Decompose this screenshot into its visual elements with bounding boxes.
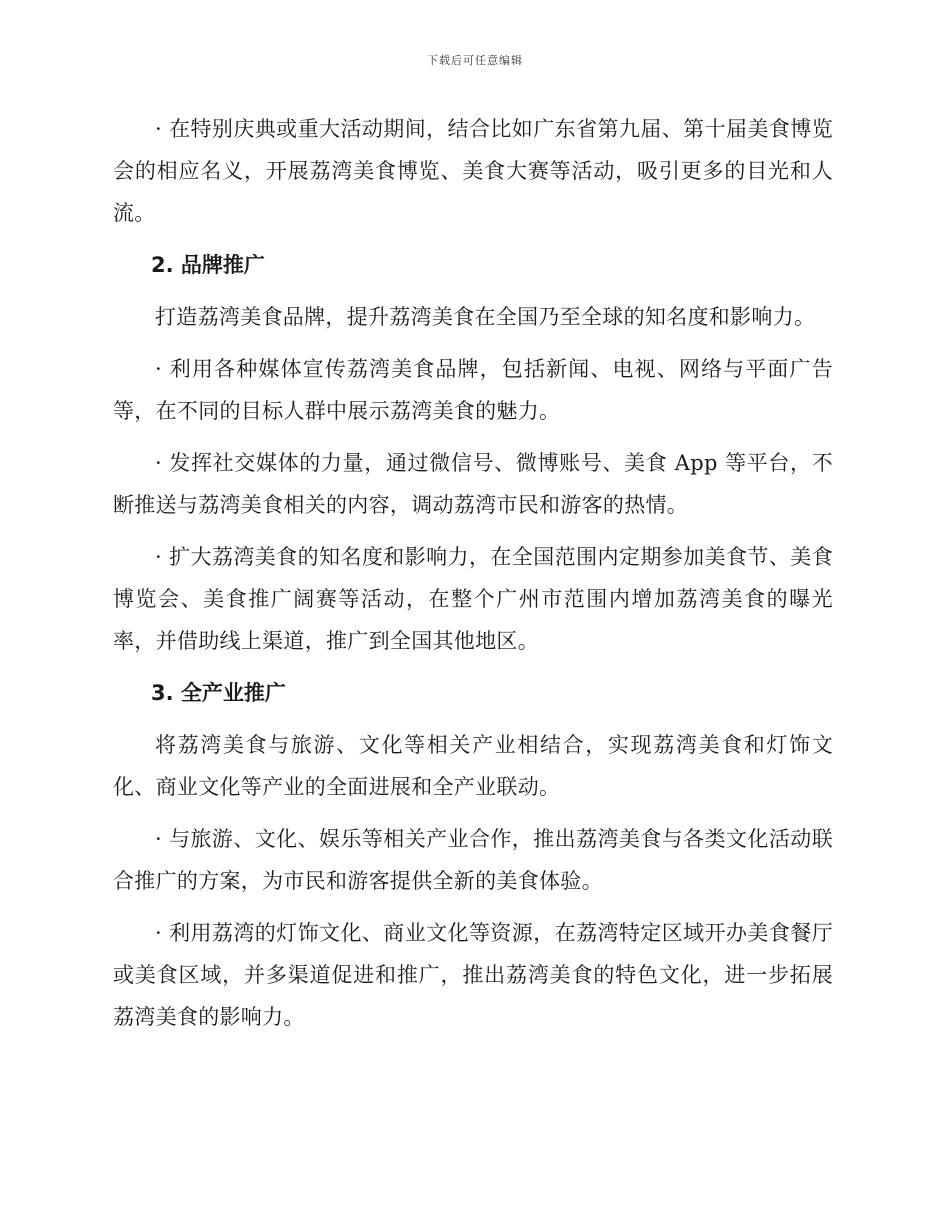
bullet-paragraph-social-media: · 发挥社交媒体的力量，通过微信号、微博账号、美食 App 等平台，不断推送与荔湾美食相关的内容，调动荔湾市民和游客的热情。	[113, 451, 833, 517]
bullet-paragraph-cooperation: · 与旅游、文化、娱乐等相关产业合作，推出荔湾美食与各类文化活动联合推广的方案，为市民和游客提供全新的美食体验。	[113, 827, 833, 893]
section-heading-industry-promotion: 3. 全产业推广	[151, 681, 286, 705]
document-body	[113, 108, 833, 1048]
bullet-paragraph-culture-resources: · 利用荔湾的灯饰文化、商业文化等资源，在荔湾特定区域开办美食餐厅或美食区域，并多渠道促进和推广，推出荔湾美食的特色文化，进一步拓展荔湾美食的影响力。	[113, 921, 833, 1029]
section-heading-brand-promotion: 2. 品牌推广	[151, 253, 265, 277]
paragraph-brand-intro: 打造荔湾美食品牌，提升荔湾美食在全国乃至全球的知名度和影响力。	[155, 305, 816, 329]
page-header: 下载后可任意编辑	[427, 54, 523, 67]
bullet-paragraph-media: · 利用各种媒体宣传荔湾美食品牌，包括新闻、电视、网络与平面广告等，在不同的目标人群中展示荔湾美食的魅力。	[113, 357, 833, 423]
paragraph-industry-intro: 将荔湾美食与旅游、文化等相关产业相结合，实现荔湾美食和灯饰文化、商业文化等产业的全面进展和全产业联动。	[113, 733, 833, 799]
bullet-paragraph-exposure: · 扩大荔湾美食的知名度和影响力，在全国范围内定期参加美食节、美食博览会、美食推广阔赛等活动，在整个广州市范围内增加荔湾美食的曝光率，并借助线上渠道，推广到全国其他地区。	[113, 545, 833, 653]
bullet-paragraph-expo: · 在特别庆典或重大活动期间，结合比如广东省第九届、第十届美食博览会的相应名义，开展荔湾美食博览、美食大赛等活动，吸引更多的目光和人流。	[113, 117, 833, 225]
